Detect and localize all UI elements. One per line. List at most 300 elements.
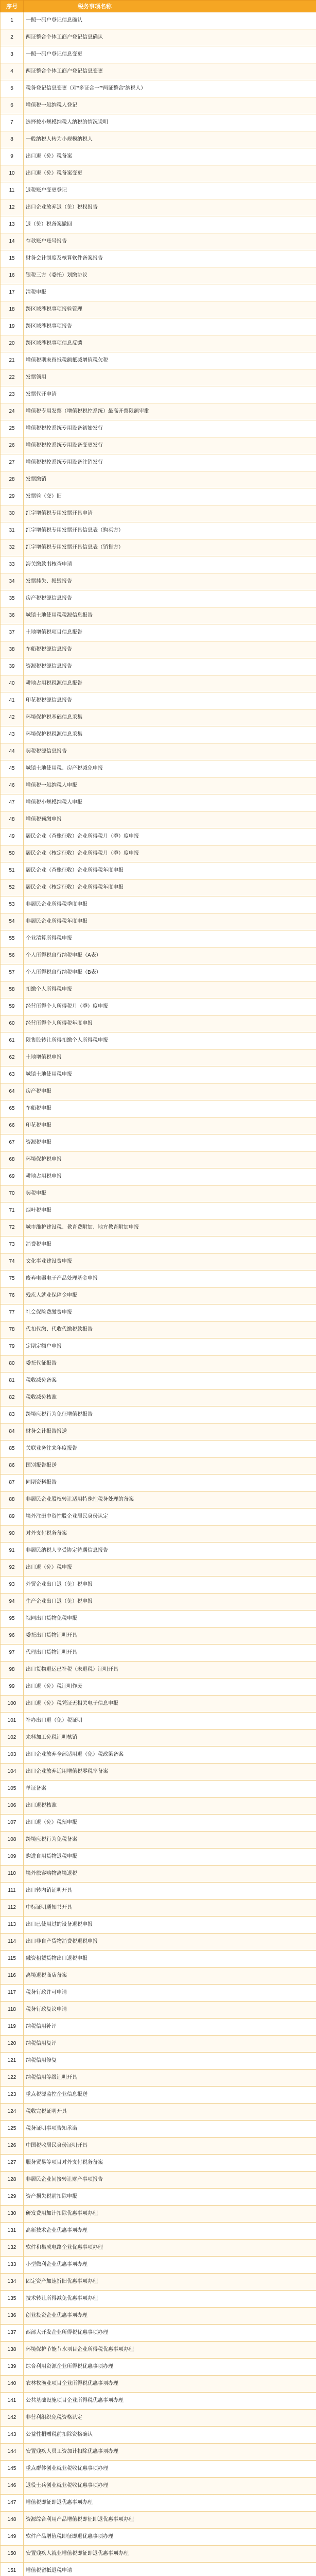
table-row bbox=[1, 879, 316, 896]
row-item-name: 跨境应税行为免征增值税报告 bbox=[24, 1406, 316, 1423]
row-item-name: 出口非自产货物消费税退税申报 bbox=[24, 1934, 316, 1951]
table-row bbox=[1, 97, 316, 114]
row-serial-number: 63 bbox=[1, 1066, 24, 1083]
table-row bbox=[1, 1985, 316, 2002]
table-row bbox=[1, 2512, 316, 2529]
table-row bbox=[1, 1679, 316, 1696]
table-row bbox=[1, 1560, 316, 1577]
table-row bbox=[1, 2546, 316, 2563]
row-item-name: 经营所得个人所得税月（季）度申报 bbox=[24, 998, 316, 1015]
row-serial-number: 1 bbox=[1, 12, 24, 29]
row-item-name: 个人所得税自行纳税申报（B表） bbox=[24, 964, 316, 981]
row-serial-number: 105 bbox=[1, 1781, 24, 1798]
row-serial-number: 137 bbox=[1, 2325, 24, 2342]
table-row bbox=[1, 1032, 316, 1049]
row-item-name: 税务行政许可申请 bbox=[24, 1985, 316, 2002]
table-row bbox=[1, 182, 316, 199]
row-serial-number: 3 bbox=[1, 46, 24, 63]
row-serial-number: 19 bbox=[1, 318, 24, 335]
row-item-name: 重点税源监控企业信息报送 bbox=[24, 2087, 316, 2104]
row-item-name: 增值税小规模纳税人申报 bbox=[24, 794, 316, 811]
table-row bbox=[1, 1321, 316, 1338]
table-row bbox=[1, 1355, 316, 1372]
table-row bbox=[1, 1253, 316, 1270]
table-row bbox=[1, 1423, 316, 1440]
table-row bbox=[1, 2104, 316, 2121]
row-item-name: 城市维护建设税、教育费附加、地方教育附加申报 bbox=[24, 1219, 316, 1236]
row-serial-number: 65 bbox=[1, 1100, 24, 1117]
row-serial-number: 26 bbox=[1, 437, 24, 454]
row-serial-number: 121 bbox=[1, 2053, 24, 2070]
row-item-name: 文化事业建设费申报 bbox=[24, 1253, 316, 1270]
table-row bbox=[1, 726, 316, 743]
row-serial-number: 48 bbox=[1, 811, 24, 828]
row-item-name: 外贸企业出口退（免）税申报 bbox=[24, 1577, 316, 1594]
row-serial-number: 101 bbox=[1, 1713, 24, 1730]
row-serial-number: 145 bbox=[1, 2461, 24, 2478]
table-row bbox=[1, 2563, 316, 2576]
row-item-name: 印花税税源信息报告 bbox=[24, 692, 316, 709]
table-row bbox=[1, 1951, 316, 1968]
row-serial-number: 129 bbox=[1, 2189, 24, 2206]
row-serial-number: 70 bbox=[1, 1185, 24, 1202]
row-serial-number: 50 bbox=[1, 845, 24, 862]
row-serial-number: 135 bbox=[1, 2291, 24, 2308]
row-item-name: 定期定额户申报 bbox=[24, 1338, 316, 1355]
row-serial-number: 102 bbox=[1, 1730, 24, 1747]
row-serial-number: 41 bbox=[1, 692, 24, 709]
row-item-name: 出口已使用过的设备退税申报 bbox=[24, 1917, 316, 1934]
row-item-name: 城镇土地使用税申报 bbox=[24, 1066, 316, 1083]
row-item-name: 增值税专用发票（增值税税控系统）最高开票限额审批 bbox=[24, 403, 316, 420]
row-serial-number: 25 bbox=[1, 420, 24, 437]
row-serial-number: 45 bbox=[1, 760, 24, 777]
row-item-name: 视同出口货物免税申报 bbox=[24, 1611, 316, 1628]
row-item-name: 增值税税控系统专用设备变更发行 bbox=[24, 437, 316, 454]
row-item-name: 西部大开发企业所得税优惠事项办理 bbox=[24, 2325, 316, 2342]
row-serial-number: 9 bbox=[1, 148, 24, 165]
table-row bbox=[1, 2495, 316, 2512]
table-row bbox=[1, 29, 316, 46]
row-serial-number: 15 bbox=[1, 250, 24, 267]
row-item-name: 废弃电器电子产品处理基金申报 bbox=[24, 1270, 316, 1287]
row-item-name: 银税三方（委托）划缴协议 bbox=[24, 267, 316, 284]
row-item-name: 环境保护税申报 bbox=[24, 1151, 316, 1168]
row-serial-number: 95 bbox=[1, 1611, 24, 1628]
table-row bbox=[1, 1015, 316, 1032]
table-row bbox=[1, 199, 316, 216]
row-serial-number: 51 bbox=[1, 862, 24, 879]
row-item-name: 清税申报 bbox=[24, 284, 316, 301]
table-row bbox=[1, 1611, 316, 1628]
row-serial-number: 97 bbox=[1, 1645, 24, 1662]
row-serial-number: 88 bbox=[1, 1492, 24, 1509]
row-item-name: 非居民企业所得税季度申报 bbox=[24, 896, 316, 913]
row-serial-number: 6 bbox=[1, 97, 24, 114]
row-serial-number: 117 bbox=[1, 1985, 24, 2002]
table-row bbox=[1, 131, 316, 148]
table-row bbox=[1, 2376, 316, 2393]
table-row bbox=[1, 386, 316, 403]
row-item-name: 购进自用货物退税申报 bbox=[24, 1849, 316, 1866]
row-item-name: 重点群体创业就业税收优惠事项办理 bbox=[24, 2461, 316, 2478]
row-serial-number: 108 bbox=[1, 1832, 24, 1849]
row-serial-number: 7 bbox=[1, 114, 24, 131]
row-item-name: 税收完税证明开具 bbox=[24, 2104, 316, 2121]
row-serial-number: 52 bbox=[1, 879, 24, 896]
row-serial-number: 60 bbox=[1, 1015, 24, 1032]
row-serial-number: 115 bbox=[1, 1951, 24, 1968]
table-row bbox=[1, 947, 316, 964]
table-row bbox=[1, 284, 316, 301]
row-serial-number: 10 bbox=[1, 165, 24, 182]
table-row bbox=[1, 573, 316, 590]
table-row bbox=[1, 12, 316, 29]
table-row bbox=[1, 148, 316, 165]
table-row bbox=[1, 828, 316, 845]
row-serial-number: 18 bbox=[1, 301, 24, 318]
table-row bbox=[1, 420, 316, 437]
row-serial-number: 151 bbox=[1, 2563, 24, 2576]
row-item-name: 境外旅客购物离境退税 bbox=[24, 1866, 316, 1883]
row-item-name: 出口退（免）税预申报 bbox=[24, 1815, 316, 1832]
row-serial-number: 71 bbox=[1, 1202, 24, 1219]
table-row bbox=[1, 845, 316, 862]
row-item-name: 企业清算所得税申报 bbox=[24, 930, 316, 947]
row-serial-number: 149 bbox=[1, 2529, 24, 2546]
row-item-name: 委托代征报告 bbox=[24, 1355, 316, 1372]
row-serial-number: 11 bbox=[1, 182, 24, 199]
row-serial-number: 125 bbox=[1, 2121, 24, 2138]
row-item-name: 发票领用 bbox=[24, 369, 316, 386]
row-serial-number: 75 bbox=[1, 1270, 24, 1287]
row-serial-number: 94 bbox=[1, 1594, 24, 1611]
table-row bbox=[1, 1219, 316, 1236]
row-serial-number: 84 bbox=[1, 1423, 24, 1440]
table-row bbox=[1, 658, 316, 675]
table-row bbox=[1, 1866, 316, 1883]
table-row bbox=[1, 1917, 316, 1934]
row-serial-number: 73 bbox=[1, 1236, 24, 1253]
row-serial-number: 2 bbox=[1, 29, 24, 46]
row-serial-number: 119 bbox=[1, 2019, 24, 2036]
row-serial-number: 57 bbox=[1, 964, 24, 981]
row-item-name: 居民企业（查账征收）企业所得税月（季）度申报 bbox=[24, 828, 316, 845]
row-item-name: 残疾人就业保障金申报 bbox=[24, 1287, 316, 1304]
row-serial-number: 21 bbox=[1, 352, 24, 369]
row-serial-number: 103 bbox=[1, 1747, 24, 1764]
row-serial-number: 12 bbox=[1, 199, 24, 216]
row-item-name: 公益性捐赠税前扣除资格确认 bbox=[24, 2427, 316, 2444]
table-row bbox=[1, 777, 316, 794]
row-serial-number: 68 bbox=[1, 1151, 24, 1168]
row-item-name: 房产税申报 bbox=[24, 1083, 316, 1100]
row-serial-number: 93 bbox=[1, 1577, 24, 1594]
table-row bbox=[1, 1594, 316, 1611]
row-serial-number: 46 bbox=[1, 777, 24, 794]
row-item-name: 固定资产加速折旧优惠事项办理 bbox=[24, 2274, 316, 2291]
table-row bbox=[1, 2393, 316, 2410]
row-item-name: 增值税一般纳税人登记 bbox=[24, 97, 316, 114]
row-item-name: 出口企业放弃退（免）税权报告 bbox=[24, 199, 316, 216]
row-item-name: 耕地占用税税源信息报告 bbox=[24, 675, 316, 692]
row-serial-number: 79 bbox=[1, 1338, 24, 1355]
table-row bbox=[1, 165, 316, 182]
table-row bbox=[1, 1066, 316, 1083]
row-item-name: 环境保护税基础信息采集 bbox=[24, 709, 316, 726]
row-item-name: 增值税一般纳税人申报 bbox=[24, 777, 316, 794]
row-item-name: 选择按小规模纳税人纳税的情况说明 bbox=[24, 114, 316, 131]
row-serial-number: 143 bbox=[1, 2427, 24, 2444]
row-item-name: 退役士兵创业就业税收优惠事项办理 bbox=[24, 2478, 316, 2495]
row-item-name: 增值税即征即退优惠事项办理 bbox=[24, 2495, 316, 2512]
table-row bbox=[1, 1781, 316, 1798]
row-item-name: 资源税申报 bbox=[24, 1134, 316, 1151]
row-serial-number: 138 bbox=[1, 2342, 24, 2359]
row-serial-number: 8 bbox=[1, 131, 24, 148]
table-row bbox=[1, 1083, 316, 1100]
table-row bbox=[1, 930, 316, 947]
table-header-row bbox=[1, 1, 316, 12]
row-item-name: 一般纳税人转为小规模纳税人 bbox=[24, 131, 316, 148]
row-serial-number: 100 bbox=[1, 1696, 24, 1713]
row-item-name: 居民企业（查账征收）企业所得税年度申报 bbox=[24, 862, 316, 879]
row-serial-number: 118 bbox=[1, 2002, 24, 2019]
row-serial-number: 111 bbox=[1, 1883, 24, 1900]
row-item-name: 生产企业出口退（免）税申报 bbox=[24, 1594, 316, 1611]
table-body bbox=[1, 12, 316, 2576]
row-item-name: 车船税申报 bbox=[24, 1100, 316, 1117]
row-serial-number: 44 bbox=[1, 743, 24, 760]
row-serial-number: 5 bbox=[1, 80, 24, 97]
row-serial-number: 148 bbox=[1, 2512, 24, 2529]
row-item-name: 社会保险费缴费申报 bbox=[24, 1304, 316, 1321]
row-serial-number: 81 bbox=[1, 1372, 24, 1389]
row-item-name: 红字增值税专用发票开具信息表（销售方） bbox=[24, 539, 316, 556]
table-row bbox=[1, 2172, 316, 2189]
table-row bbox=[1, 1730, 316, 1747]
table-row bbox=[1, 1151, 316, 1168]
table-row bbox=[1, 1509, 316, 1526]
row-serial-number: 47 bbox=[1, 794, 24, 811]
table-row bbox=[1, 437, 316, 454]
row-serial-number: 85 bbox=[1, 1440, 24, 1458]
row-item-name: 补办出口退（免）税证明 bbox=[24, 1713, 316, 1730]
table-row bbox=[1, 2155, 316, 2172]
row-serial-number: 128 bbox=[1, 2172, 24, 2189]
row-item-name: 退（免）税备案撤回 bbox=[24, 216, 316, 233]
row-item-name: 出口退（免）税申报 bbox=[24, 1560, 316, 1577]
table-row bbox=[1, 2121, 316, 2138]
row-serial-number: 82 bbox=[1, 1389, 24, 1406]
row-serial-number: 66 bbox=[1, 1117, 24, 1134]
table-row bbox=[1, 964, 316, 981]
table-row bbox=[1, 1543, 316, 1560]
table-row bbox=[1, 454, 316, 471]
row-item-name: 财务会计报告报送 bbox=[24, 1423, 316, 1440]
row-serial-number: 86 bbox=[1, 1458, 24, 1475]
table-row bbox=[1, 505, 316, 522]
table-row bbox=[1, 1440, 316, 1458]
row-serial-number: 16 bbox=[1, 267, 24, 284]
row-item-name: 出口退（免）税备案变更 bbox=[24, 165, 316, 182]
row-item-name: 国别报告报送 bbox=[24, 1458, 316, 1475]
table-row bbox=[1, 1645, 316, 1662]
row-item-name: 非居民纳税人享受协定待遇信息报告 bbox=[24, 1543, 316, 1560]
table-row bbox=[1, 1815, 316, 1832]
row-item-name: 发票缴销 bbox=[24, 471, 316, 488]
table-row bbox=[1, 2342, 316, 2359]
row-serial-number: 139 bbox=[1, 2359, 24, 2376]
row-item-name: 非居民企业股权转让适用特殊性税务处理的备案 bbox=[24, 1492, 316, 1509]
table-row bbox=[1, 556, 316, 573]
row-item-name: 出口退（免）税备案 bbox=[24, 148, 316, 165]
table-row bbox=[1, 1168, 316, 1185]
table-row bbox=[1, 2257, 316, 2274]
row-serial-number: 34 bbox=[1, 573, 24, 590]
row-item-name: 契税税源信息报告 bbox=[24, 743, 316, 760]
row-item-name: 扣缴个人所得税申报 bbox=[24, 981, 316, 998]
table-row bbox=[1, 2444, 316, 2461]
row-item-name: 环境保护节能节水项目企业所得税优惠事项办理 bbox=[24, 2342, 316, 2359]
row-serial-number: 146 bbox=[1, 2478, 24, 2495]
row-item-name: 综合利用资源企业所得税优惠事项办理 bbox=[24, 2359, 316, 2376]
row-item-name: 跨区域涉税事项报验管理 bbox=[24, 301, 316, 318]
row-serial-number: 144 bbox=[1, 2444, 24, 2461]
table-row bbox=[1, 2036, 316, 2053]
row-serial-number: 122 bbox=[1, 2070, 24, 2087]
row-item-name: 居民企业（核定征收）企业所得税月（季）度申报 bbox=[24, 845, 316, 862]
row-serial-number: 116 bbox=[1, 1968, 24, 1985]
row-serial-number: 126 bbox=[1, 2138, 24, 2155]
row-item-name: 纳税信用复评 bbox=[24, 2036, 316, 2053]
row-serial-number: 72 bbox=[1, 1219, 24, 1236]
table-row bbox=[1, 2087, 316, 2104]
row-item-name: 一照一码户登记信息变更 bbox=[24, 46, 316, 63]
row-item-name: 烟叶税申报 bbox=[24, 1202, 316, 1219]
row-item-name: 公共基础设施项目企业所得税优惠事项办理 bbox=[24, 2393, 316, 2410]
table-row bbox=[1, 1713, 316, 1730]
row-item-name: 车船税税源信息报告 bbox=[24, 641, 316, 658]
row-serial-number: 49 bbox=[1, 828, 24, 845]
table-row bbox=[1, 1475, 316, 1492]
table-row bbox=[1, 267, 316, 284]
row-serial-number: 23 bbox=[1, 386, 24, 403]
table-row bbox=[1, 1696, 316, 1713]
row-serial-number: 55 bbox=[1, 930, 24, 947]
table-row bbox=[1, 794, 316, 811]
row-item-name: 农林牧渔业项目企业所得税优惠事项办理 bbox=[24, 2376, 316, 2393]
table-row bbox=[1, 2206, 316, 2223]
table-row bbox=[1, 539, 316, 556]
row-serial-number: 30 bbox=[1, 505, 24, 522]
row-serial-number: 37 bbox=[1, 624, 24, 641]
table-row bbox=[1, 811, 316, 828]
row-serial-number: 38 bbox=[1, 641, 24, 658]
row-serial-number: 80 bbox=[1, 1355, 24, 1372]
row-serial-number: 31 bbox=[1, 522, 24, 539]
table-row bbox=[1, 335, 316, 352]
row-item-name: 税务行政复议申请 bbox=[24, 2002, 316, 2019]
row-serial-number: 107 bbox=[1, 1815, 24, 1832]
row-item-name: 安置残疾人员工资加计扣除优惠事项办理 bbox=[24, 2444, 316, 2461]
table-row bbox=[1, 1526, 316, 1543]
row-item-name: 跨境应税行为免税备案 bbox=[24, 1832, 316, 1849]
row-item-name: 土地增值税申报 bbox=[24, 1049, 316, 1066]
table-row bbox=[1, 2427, 316, 2444]
table-row bbox=[1, 471, 316, 488]
table-row bbox=[1, 1406, 316, 1423]
row-item-name: 两证整合个体工商户登记信息确认 bbox=[24, 29, 316, 46]
row-serial-number: 32 bbox=[1, 539, 24, 556]
table-row bbox=[1, 896, 316, 913]
row-item-name: 两证整合个体工商户登记信息变更 bbox=[24, 63, 316, 80]
row-item-name: 存款账户账号报告 bbox=[24, 233, 316, 250]
table-row bbox=[1, 760, 316, 777]
table-row bbox=[1, 1900, 316, 1917]
header-item-name: 税务事项名称 bbox=[24, 1, 316, 12]
row-item-name: 资产损失税前扣除申报 bbox=[24, 2189, 316, 2206]
table-row bbox=[1, 46, 316, 63]
row-item-name: 资源税税源信息报告 bbox=[24, 658, 316, 675]
row-serial-number: 35 bbox=[1, 590, 24, 607]
row-serial-number: 4 bbox=[1, 63, 24, 80]
table-row bbox=[1, 2359, 316, 2376]
row-item-name: 跨区域涉税事项信息反馈 bbox=[24, 335, 316, 352]
row-item-name: 离境退税商店备案 bbox=[24, 1968, 316, 1985]
row-item-name: 财务会计制度及核算软件备案报告 bbox=[24, 250, 316, 267]
table-row bbox=[1, 1236, 316, 1253]
table-row bbox=[1, 1764, 316, 1781]
table-row bbox=[1, 1372, 316, 1389]
row-serial-number: 39 bbox=[1, 658, 24, 675]
row-item-name: 中标证明通知书开具 bbox=[24, 1900, 316, 1917]
row-item-name: 对外支付税务备案 bbox=[24, 1526, 316, 1543]
table-row bbox=[1, 2478, 316, 2495]
row-serial-number: 127 bbox=[1, 2155, 24, 2172]
table-row bbox=[1, 1798, 316, 1815]
row-serial-number: 136 bbox=[1, 2308, 24, 2325]
row-item-name: 增值税留抵退税申请 bbox=[24, 2563, 316, 2576]
row-serial-number: 74 bbox=[1, 1253, 24, 1270]
row-item-name: 创业投资企业优惠事项办理 bbox=[24, 2308, 316, 2325]
row-serial-number: 87 bbox=[1, 1475, 24, 1492]
row-serial-number: 147 bbox=[1, 2495, 24, 2512]
table-row bbox=[1, 2274, 316, 2291]
table-row bbox=[1, 318, 316, 335]
table-row bbox=[1, 743, 316, 760]
row-serial-number: 76 bbox=[1, 1287, 24, 1304]
row-serial-number: 58 bbox=[1, 981, 24, 998]
row-item-name: 增值税税控系统专用设备初始发行 bbox=[24, 420, 316, 437]
table-row bbox=[1, 1049, 316, 1066]
row-item-name: 契税申报 bbox=[24, 1185, 316, 1202]
row-item-name: 城镇土地使用税、房产税减免申报 bbox=[24, 760, 316, 777]
row-serial-number: 106 bbox=[1, 1798, 24, 1815]
row-item-name: 出口退（免）税凭证无相关电子信息申报 bbox=[24, 1696, 316, 1713]
row-serial-number: 61 bbox=[1, 1032, 24, 1049]
row-serial-number: 104 bbox=[1, 1764, 24, 1781]
row-item-name: 安置残疾人就业增值税即征即退优惠事项办理 bbox=[24, 2546, 316, 2563]
row-item-name: 服务贸易等项目对外支付税务备案 bbox=[24, 2155, 316, 2172]
table-row bbox=[1, 250, 316, 267]
table-row bbox=[1, 1968, 316, 1985]
row-serial-number: 43 bbox=[1, 726, 24, 743]
table-row bbox=[1, 352, 316, 369]
table-row bbox=[1, 2461, 316, 2478]
row-serial-number: 96 bbox=[1, 1628, 24, 1645]
row-item-name: 跨区域涉税事项报告 bbox=[24, 318, 316, 335]
